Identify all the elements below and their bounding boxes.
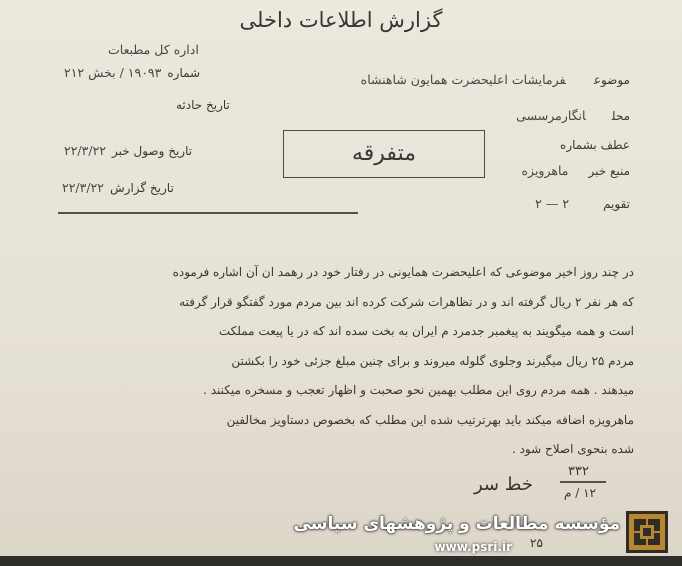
body-line: مردم ۲۵ ریال میگیرند وجلوی گلوله میروند و برای چنین مبلغ جزئی خود را بکشتن bbox=[231, 353, 634, 368]
file-sub-number: ۱۲ / م bbox=[564, 486, 596, 500]
watermark-org-name: مؤسسه مطالعات و پژوهشهای سیاسی bbox=[293, 514, 620, 534]
bottom-edge bbox=[0, 556, 682, 566]
body-line: که هر نفر ۲ ریال گرفته اند و در تظاهرات شرکت کرده اند بین مردم مورد گفتگو قرار گرفته bbox=[179, 294, 634, 309]
reference-label: عطف بشماره bbox=[560, 138, 630, 152]
classification-stamp: متفرقه bbox=[283, 130, 485, 178]
header-divider bbox=[58, 212, 358, 214]
incident-date-label: تاریخ حادثه bbox=[176, 98, 230, 112]
fraction-line bbox=[560, 481, 606, 483]
signature: خط سر bbox=[474, 474, 533, 495]
body-line: میدهند . همه مردم روی این مطلب بهمین نحو صحبت و اظهار تعجب و مسخره میکنند . bbox=[203, 383, 634, 397]
number-field: شماره۱۹۰۹۳ / بخش ۲۱۲ bbox=[64, 65, 201, 80]
document-title: گزارش اطلاعات داخلی bbox=[239, 8, 443, 32]
report-body bbox=[34, 258, 634, 465]
psri-logo-icon bbox=[626, 511, 668, 553]
body-line: ماهرویزه اضافه میکند باید بهرترتیب شده این مطلب که بخصوص دستاویز مخالفین bbox=[226, 412, 634, 427]
report-date-field: تاریخ گزارش۲۲/۳/۲۲ bbox=[62, 180, 174, 195]
body-line: در چند روز اخیر موضوعی که اعلیحضرت همایونی در رفتار خود در رهمد ان آن اشاره فرموده bbox=[172, 265, 634, 279]
body-line: شده بنحوی اصلاح شود . bbox=[511, 442, 634, 456]
office-name: اداره کل مطبعات bbox=[108, 42, 199, 57]
body-line: است و همه میگویند به پیغمبر جدمرد م ایران به بخت سده اند که در یا پیعت مملکت bbox=[218, 324, 634, 338]
watermark-url: www.psri.ir bbox=[434, 540, 512, 554]
receipt-date-field: تاریخ وصول خبر۲۲/۳/۲۲ bbox=[64, 143, 193, 158]
file-number: ۳۳۲ bbox=[568, 464, 589, 479]
source-field: منبع خبرماهرویزه bbox=[521, 163, 630, 178]
location-field: محلانگارمرسسی bbox=[516, 108, 630, 123]
subject-field: موضوعفرمایشات اعلیحضرت همایون شاهنشاه bbox=[360, 72, 630, 87]
signature-note: ۲۵ bbox=[530, 536, 543, 550]
rating-field: تقویم۲ — ۲ bbox=[535, 196, 630, 211]
